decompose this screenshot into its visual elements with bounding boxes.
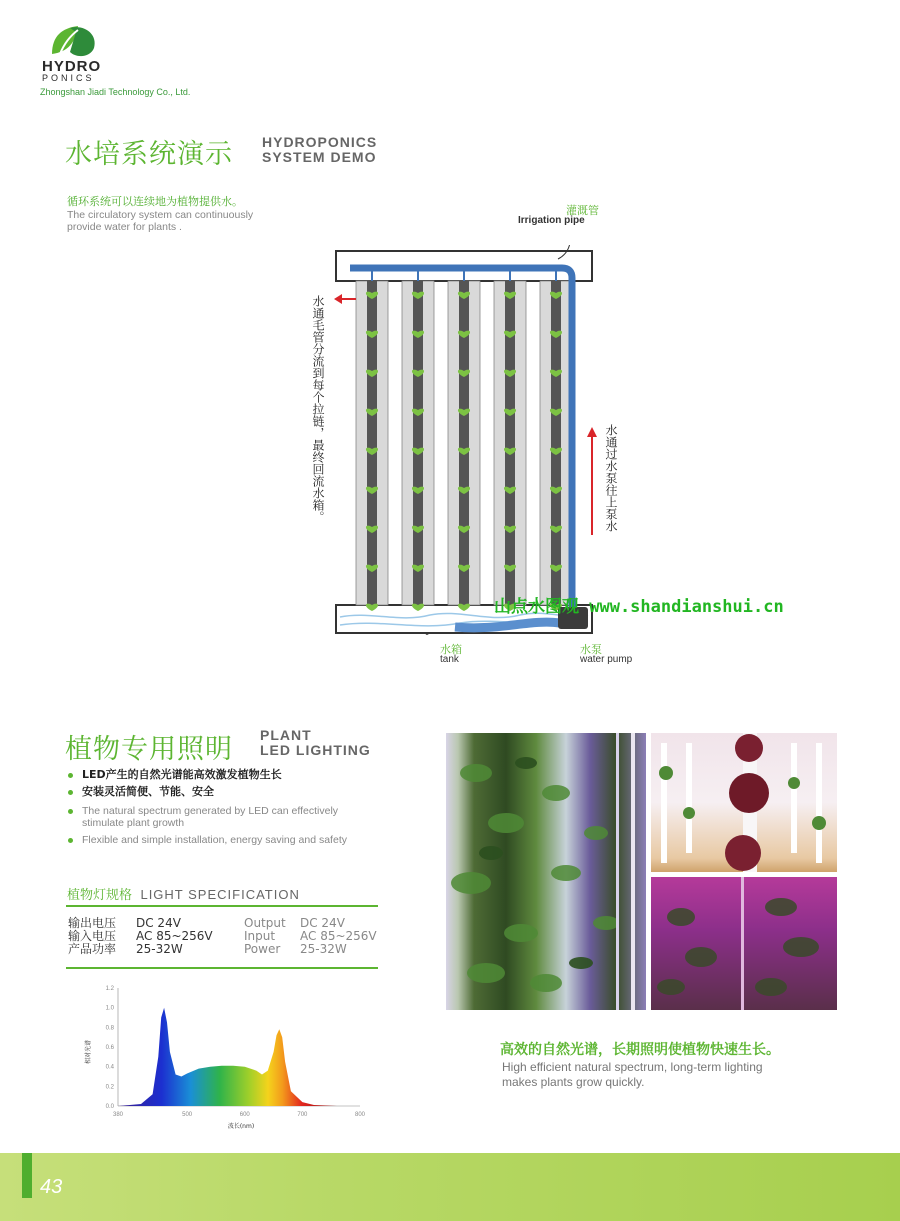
company-name: Zhongshan Jiadi Technology Co., Ltd. [40, 87, 191, 97]
spec-title [67, 884, 300, 904]
irrigation-label-cn: 灌溉管 [566, 204, 599, 217]
section1-title-en-2: SYSTEM DEMO [262, 149, 377, 165]
pump-label-en: water pump [580, 654, 633, 665]
spectrum-area [118, 1008, 360, 1106]
section1-title-en-1: HYDROPONICS [262, 134, 378, 150]
y-tick-label: 0.4 [105, 1064, 114, 1071]
footer-band [0, 1153, 900, 1221]
photo-purple-light [651, 877, 837, 1010]
photo-red-lettuce [651, 733, 837, 872]
section2-title-en-2: LED LIGHTING [260, 742, 371, 758]
spec-row [68, 943, 383, 956]
spec-value: AC 85~256V [136, 929, 213, 943]
right-flow-note: 水通过水泵往上泵水 [604, 424, 618, 532]
spec-label-en: Input [244, 929, 276, 943]
spec-label-en: Power [244, 942, 281, 956]
bullet-item: 安装灵活简便、节能、安全 [68, 786, 348, 798]
logo [40, 24, 210, 99]
page-number: 43 [40, 1176, 63, 1198]
caption-en-2: makes plants grow quickly. [502, 1075, 645, 1089]
spec-value: 25-32W [136, 942, 183, 956]
logo-leaf-icon [48, 24, 100, 60]
spec-label-cn: 输入电压 [68, 929, 117, 943]
y-tick-label: 0.2 [105, 1084, 114, 1091]
zipper-strip [551, 281, 561, 605]
lighting-bullets [68, 769, 348, 846]
lettuce-pattern [651, 733, 837, 872]
purple-plants-pattern [651, 877, 837, 1010]
left-flow-note: 水通毛管分流到每个拉链，最终回流水箱。 [311, 295, 325, 523]
section2-title-cn: 植物专用照明 [65, 734, 233, 765]
x-tick-label: 500 [182, 1112, 193, 1118]
y-tick-label: 1.2 [105, 986, 114, 992]
logo-word-ponics: PONICS [42, 73, 95, 83]
zipper-strip [413, 281, 423, 605]
spec-value-en: AC 85~256V [300, 929, 377, 943]
spec-label-cn: 产品功率 [68, 942, 117, 956]
spec-title-cn: 植物灯规格 [67, 888, 133, 903]
y-tick-label: 0.8 [105, 1025, 114, 1032]
spec-value-en: 25-32W [300, 942, 347, 956]
watermark: 山点水图观 www.shandianshui.cn [494, 597, 784, 617]
spec-divider-bottom [66, 967, 378, 969]
tank-label-cn: 水箱 [440, 643, 462, 656]
caption-en-1: High efficient natural spectrum, long-term lighting [502, 1060, 763, 1074]
section1-title-cn: 水培系统演示 [65, 139, 233, 170]
spec-value-en: DC 24V [300, 916, 345, 930]
section2-title-en-1: PLANT [260, 727, 312, 743]
y-tick-label: 1.0 [105, 1005, 114, 1012]
section1-desc-en-1: The circulatory system can continuously [67, 209, 254, 221]
spec-title-en: LIGHT SPECIFICATION [140, 887, 300, 902]
x-tick-label: 800 [354, 1112, 366, 1118]
spec-divider-top [66, 905, 378, 907]
spec-table [68, 917, 383, 956]
logo-word-hydro: HYDRO [42, 58, 102, 75]
spec-value: DC 24V [136, 916, 181, 930]
spectrum-chart [78, 982, 378, 1132]
hydroponic-diagram [330, 245, 610, 635]
x-tick-label: 600 [239, 1112, 250, 1118]
x-tick-label: 380 [112, 1112, 124, 1118]
zipper-strip [459, 281, 469, 605]
zipper-strip [505, 281, 515, 605]
tank-label-en: tank [440, 654, 459, 665]
bullet-item: Flexible and simple installation, energy saving and safety [68, 834, 348, 846]
caption-cn: 高效的自然光谱，长期照明使植物快速生长。 [500, 1042, 780, 1058]
chart-ylabel: 相对光谱 [85, 1039, 92, 1065]
photo-vertical-garden [446, 733, 646, 1010]
y-tick-label: 0.0 [105, 1104, 114, 1110]
chart-xlabel: 波长(nm) [227, 1123, 255, 1130]
x-tick-label: 700 [297, 1112, 308, 1118]
section1-desc-en-2: provide water for plants . [67, 221, 182, 233]
footer-marker [22, 1153, 32, 1198]
spec-label-cn: 输出电压 [68, 916, 117, 930]
bullet-item: LED产生的自然光谱能高效激发植物生长 [68, 769, 348, 781]
spec-label-en: Output [244, 916, 286, 930]
section1-desc-cn: 循环系统可以连续地为植物提供水。 [67, 195, 243, 208]
bullet-item: The natural spectrum generated by LED can effectively stimulate plant growth [68, 805, 348, 829]
irrigation-label-en: Irrigation pipe [518, 215, 585, 226]
leaves-pattern [446, 733, 646, 1010]
zipper-strip [367, 281, 377, 605]
y-tick-label: 0.6 [105, 1045, 114, 1051]
pump-label-cn: 水泵 [580, 643, 602, 656]
